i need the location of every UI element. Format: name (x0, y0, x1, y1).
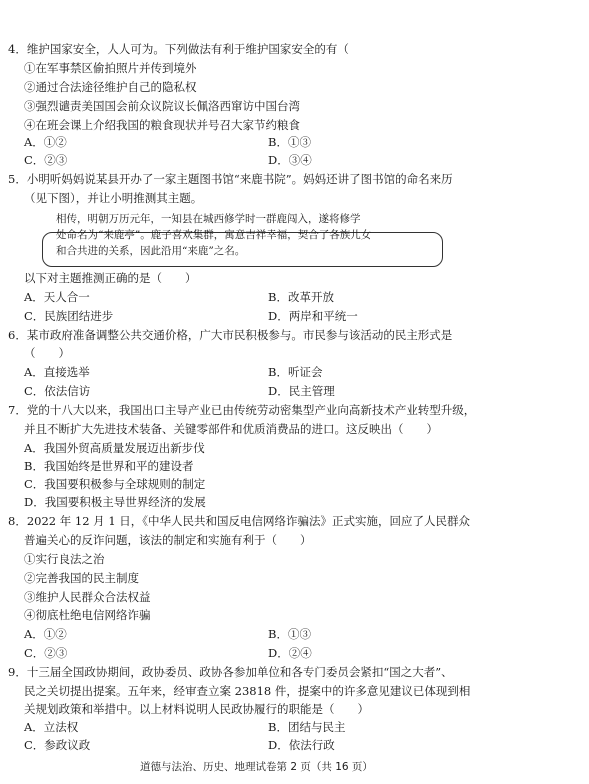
q5-box-line3: 和合共进的关系，因此沿用“来鹿”之名。 (56, 245, 246, 257)
q8-item-4: ④彻底杜绝电信网络诈骗 (24, 608, 151, 622)
q6-option-b[interactable]: B．听证会 (268, 365, 323, 379)
q9-option-a[interactable]: A．立法权 (24, 720, 79, 734)
q4-item-4: ④在班会课上介绍我国的粮食现状并号召大家节约粮食 (24, 118, 300, 132)
q9-option-d[interactable]: D．依法行政 (268, 738, 335, 752)
q5-stem-line2: （见下图），并让小明推测其主题。 (24, 191, 203, 205)
q6-option-c[interactable]: C．依法信访 (24, 384, 91, 398)
q8-stem-line2: 普遍关心的反诈问题，该法的制定和实施有利于（ ） (24, 533, 312, 547)
q7-stem-line2: 并且不断扩大先进技术装备、关键零部件和优质消费品的进口。这反映出（ ） (24, 422, 438, 436)
q5-option-b[interactable]: B．改革开放 (268, 290, 334, 304)
q6-option-d[interactable]: D．民主管理 (268, 384, 335, 398)
q8-item-1: ①实行良法之治 (24, 552, 105, 566)
q8-option-c[interactable]: C．②③ (24, 646, 68, 660)
q7-option-a[interactable]: A．我国外贸高质量发展迈出新步伐 (24, 441, 205, 455)
q8-item-3: ③维护人民群众合法权益 (24, 590, 151, 604)
q5-ask: 以下对主题推测正确的是（ ） (24, 271, 197, 285)
q4-option-d[interactable]: D．③④ (268, 153, 312, 167)
q4-option-c[interactable]: C．②③ (24, 153, 68, 167)
q4-item-1: ①在军事禁区偷拍照片并传到境外 (24, 61, 197, 75)
q8-option-d[interactable]: D．②④ (268, 646, 312, 660)
q9-stem-line1: 9．十三届全国政协期间，政协委员、政协各参加单位和各专门委员会紧扣“国之大者”、 (8, 665, 453, 679)
page-footer: 道德与法治、历史、地理试卷第 2 页（共 16 页） (140, 761, 373, 773)
q4-stem: 4．维护国家安全，人人可为。下列做法有利于维护国家安全的有（ (8, 42, 349, 56)
q8-option-a[interactable]: A．①② (24, 627, 67, 641)
q5-box-line2: 处命名为“来鹿亭”。鹿子喜欢集群，寓意吉祥幸福，契合了各族儿女 (56, 229, 372, 241)
q4-item-3: ③强烈谴责美国国会前众议院议长佩洛西窜访中国台湾 (24, 99, 300, 113)
q5-option-d[interactable]: D．两岸和平统一 (268, 309, 358, 323)
q8-option-b[interactable]: B．①③ (268, 627, 311, 641)
q9-option-b[interactable]: B．团结与民主 (268, 720, 346, 734)
q5-box-line1: 相传，明朝万历元年，一知县在城西修学时一群鹿闯入，遂将修学 (56, 213, 361, 225)
q6-stem-line2: （ ） (24, 346, 70, 360)
q9-option-c[interactable]: C．参政议政 (24, 738, 91, 752)
q4-option-b[interactable]: B．①③ (268, 135, 311, 149)
q8-item-2: ②完善我国的民主制度 (24, 571, 139, 585)
q4-item-2: ②通过合法途径维护自己的隐私权 (24, 80, 197, 94)
q4-option-a[interactable]: A．①② (24, 135, 67, 149)
q8-stem-line1: 8．2022 年 12 月 1 日，《中华人民共和国反电信网络诈骗法》正式实施，回应了人民群众 (8, 514, 471, 528)
q7-option-c[interactable]: C．我国要积极参与全球规则的制定 (24, 477, 206, 491)
q6-stem-line1: 6．某市政府准备调整公共交通价格，广大市民积极参与。市民参与该活动的民主形式是 (8, 328, 453, 342)
q9-stem-line3: 关规划政策和举措中。以上材料说明人民政协履行的职能是（ ） (24, 702, 369, 716)
q5-option-c[interactable]: C．民族团结进步 (24, 309, 114, 323)
q7-option-d[interactable]: D．我国要积极主导世界经济的发展 (24, 495, 206, 509)
q9-stem-line2: 民之关切提出提案。五年来，经审查立案 23818 件，提案中的许多意见建议已体现到相 (24, 684, 471, 698)
q6-option-a[interactable]: A．直接选举 (24, 365, 90, 379)
q7-stem-line1: 7．党的十八大以来，我国出口主导产业已由传统劳动密集型产业向高新技术产业转型升级， (8, 403, 476, 417)
q5-stem-line1: 5．小明听妈妈说某县开办了一家主题图书馆“来鹿书院”。妈妈还讲了图书馆的命名来历 (8, 172, 453, 186)
q7-option-b[interactable]: B．我国始终是世界和平的建设者 (24, 459, 194, 473)
q5-option-a[interactable]: A．天人合一 (24, 290, 90, 304)
